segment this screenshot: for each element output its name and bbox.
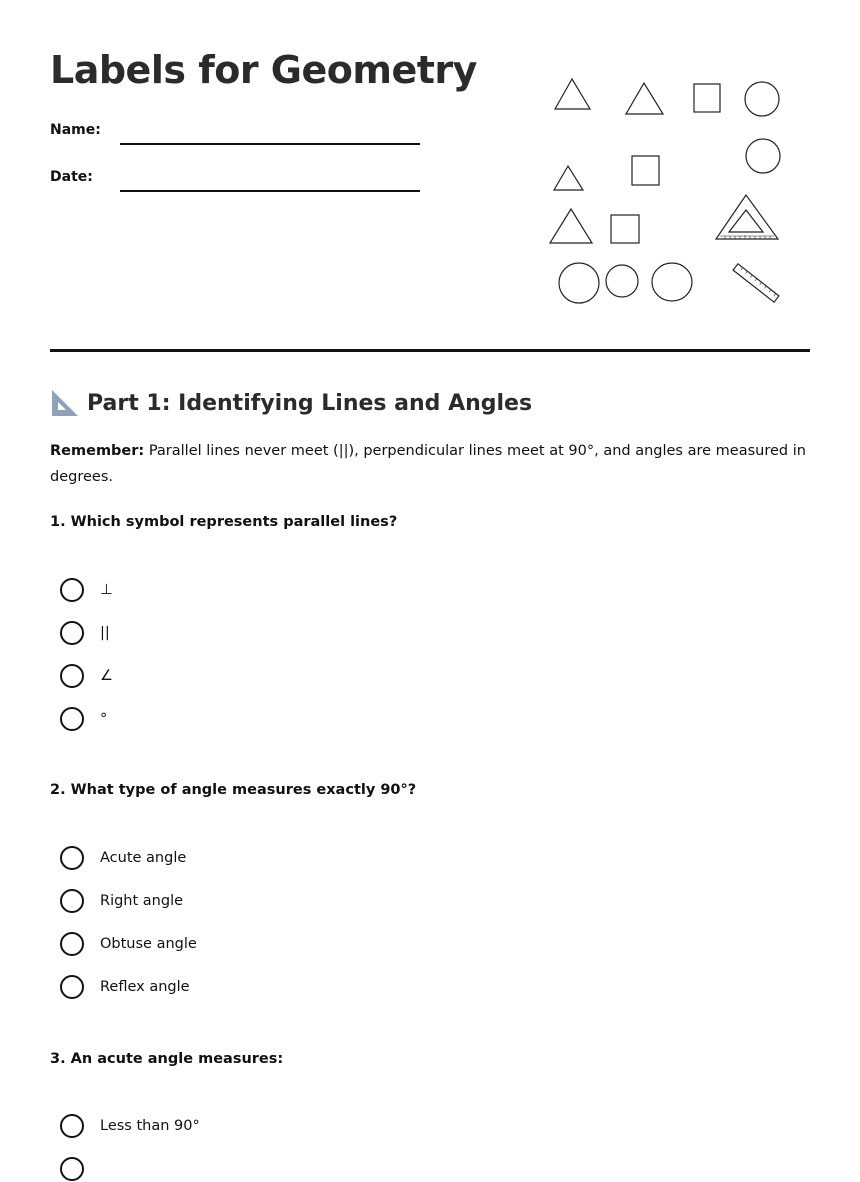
q1-option-2[interactable] [60, 620, 110, 646]
square-shape [694, 84, 720, 112]
remember-text: Parallel lines never meet (||), perpendicular lines meet at 90°, and angles are measured in degrees. [50, 443, 806, 485]
q2-option-1[interactable] [60, 845, 186, 871]
q2-option-3[interactable] [60, 931, 197, 957]
circle-shape [745, 82, 779, 116]
question-3: 3. An acute angle measures: [50, 1051, 284, 1067]
option-label: || [100, 625, 110, 641]
question-2: 2. What type of angle measures exactly 90°? [50, 782, 417, 798]
part-1-heading [50, 388, 532, 418]
set-square-icon [716, 195, 778, 239]
square-shape [632, 156, 659, 185]
part-1-title: Part 1: Identifying Lines and Angles [87, 390, 533, 416]
geometry-shapes-illustration [540, 70, 790, 310]
q2-option-4[interactable] [60, 974, 190, 1000]
date-field[interactable] [120, 190, 420, 192]
radio-button[interactable] [60, 932, 84, 956]
circle-shape [606, 265, 638, 297]
option-label: ° [100, 711, 108, 727]
section-divider [50, 349, 810, 352]
q1-option-3[interactable] [60, 663, 113, 689]
circle-shape [746, 139, 780, 173]
square-shape [611, 215, 639, 243]
radio-button[interactable] [60, 578, 84, 602]
radio-button[interactable] [60, 664, 84, 688]
q3-option-1[interactable] [60, 1113, 200, 1139]
triangle-shape [554, 166, 583, 190]
radio-button[interactable] [60, 975, 84, 999]
option-label: Less than 90° [100, 1118, 200, 1134]
option-label: Obtuse angle [100, 936, 197, 952]
q2-option-2[interactable] [60, 888, 183, 914]
name-field[interactable] [120, 143, 420, 145]
radio-button[interactable] [60, 1114, 84, 1138]
q1-option-1[interactable] [60, 577, 113, 603]
radio-button[interactable] [60, 889, 84, 913]
remember-label: Remember: [50, 443, 145, 459]
set-square-icon [50, 388, 80, 418]
q3-option-2[interactable] [60, 1156, 100, 1182]
triangle-shape [626, 83, 663, 114]
radio-button[interactable] [60, 846, 84, 870]
q1-option-4[interactable] [60, 706, 107, 732]
triangle-shape [555, 79, 590, 109]
page-title: Labels for Geometry [50, 48, 477, 92]
option-label: ⊥ [100, 582, 113, 598]
circle-shape [559, 263, 599, 303]
ruler-icon [733, 264, 779, 302]
date-label: Date: [50, 169, 93, 185]
option-label: ∠ [100, 668, 113, 684]
option-label: Right angle [100, 893, 184, 909]
radio-button[interactable] [60, 707, 84, 731]
remember-note [50, 438, 810, 490]
question-1: 1. Which symbol represents parallel lines? [50, 514, 398, 530]
option-label: Reflex angle [100, 979, 190, 995]
circle-shape [652, 263, 692, 301]
radio-button[interactable] [60, 621, 84, 645]
triangle-shape [550, 209, 592, 243]
name-label: Name: [50, 122, 101, 138]
option-label: Acute angle [100, 850, 187, 866]
